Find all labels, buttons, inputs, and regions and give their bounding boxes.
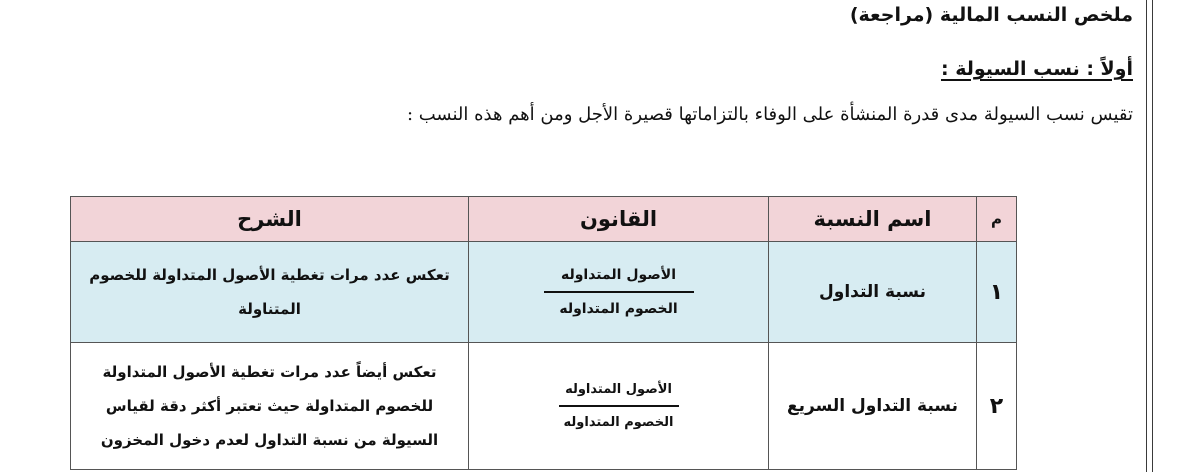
row-number: ٢ — [977, 343, 1017, 470]
liquidity-ratios-table — [70, 196, 1017, 470]
formula-cell — [469, 242, 769, 343]
ratio-explanation: تعكس عدد مرات تغطية الأصول المتداولة للخصوم المتناولة — [71, 242, 469, 343]
table-row — [71, 242, 1017, 343]
header-formula: القانون — [469, 197, 769, 242]
table-header-row — [71, 197, 1017, 242]
fraction-line — [559, 405, 679, 407]
document-title: ملخص النسب المالية (مراجعة) — [849, 4, 1133, 26]
row-number: ١ — [977, 242, 1017, 343]
ratio-name: نسبة التداول السريع — [769, 343, 977, 470]
formula-fraction — [544, 267, 694, 317]
formula-cell — [469, 343, 769, 470]
ratio-explanation: تعكس أيضاً عدد مرات تغطية الأصول المتداولة للخصوم المتداولة حيث تعتبر أكثر دقة لقياس السيولة من نسبة التداول لعدم دخول المخزون — [71, 343, 469, 470]
header-ratio-name: اسم النسبة — [769, 197, 977, 242]
header-num: م — [977, 197, 1017, 242]
page-border-line-outer — [1152, 0, 1153, 472]
formula-numerator: الأصول المتداوله — [565, 382, 672, 397]
intro-paragraph: تقيس نسب السيولة مدى قدرة المنشأة على الوفاء بالتزاماتها قصيرة الأجل ومن أهم هذه النسب : — [406, 104, 1133, 125]
header-explanation: الشرح — [71, 197, 469, 242]
formula-fraction — [559, 382, 679, 430]
fraction-line — [544, 291, 694, 293]
section-heading: أولاً : نسب السيولة : — [940, 58, 1133, 80]
page-border-line — [1146, 0, 1147, 472]
ratio-name: نسبة التداول — [769, 242, 977, 343]
formula-denominator: الخصوم المتداوله — [563, 415, 674, 430]
table-row — [71, 343, 1017, 470]
formula-numerator: الأصول المتداوله — [560, 267, 677, 283]
formula-denominator: الخصوم المتداوله — [559, 301, 678, 317]
